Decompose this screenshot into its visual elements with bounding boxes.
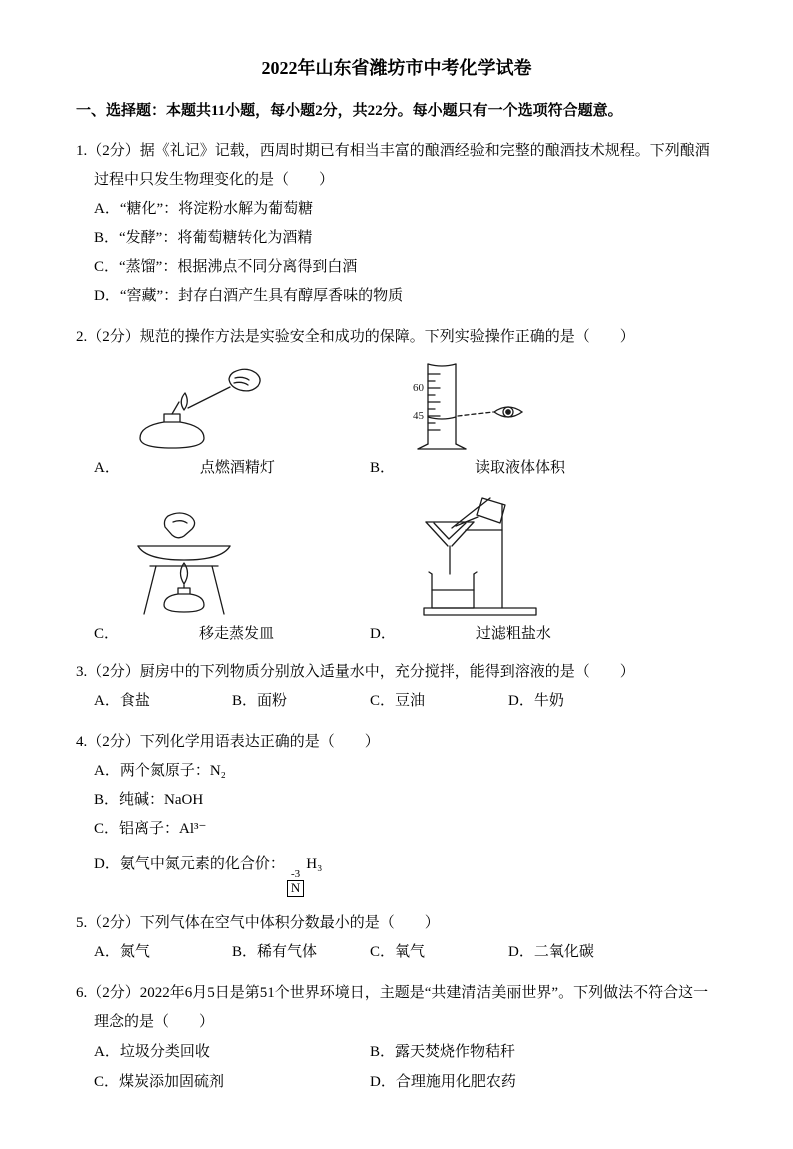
question-6-option-b: B．露天焚烧作物秸秆 xyxy=(370,1043,516,1060)
figure-c-caption-row xyxy=(94,622,370,646)
figure-b-caption: 读取液体体积 xyxy=(475,459,566,476)
hand-icon xyxy=(164,513,194,538)
figure-d-caption: 过滤粗盐水 xyxy=(475,625,551,642)
figure-a xyxy=(94,360,370,480)
question-4-stem: 4.（2分）下列化学用语表达正确的是（ ） xyxy=(76,733,380,750)
valence-notation xyxy=(287,868,304,897)
receiving-beaker xyxy=(432,574,474,608)
flame-icon xyxy=(181,393,187,410)
question-4-option-d xyxy=(94,844,717,897)
question-1-options xyxy=(94,195,717,311)
element-symbol-box: N xyxy=(287,880,304,897)
question-4-option-a: A．两个氮原子：N₂ xyxy=(94,762,226,779)
question-4-option-c: C．铝离子：Al³⁻ xyxy=(94,820,207,837)
option-label-b: B． xyxy=(370,459,396,476)
question-6 xyxy=(76,979,717,1097)
question-5-stem: 5.（2分）下列气体在空气中体积分数最小的是（ ） xyxy=(76,914,440,931)
match-stick xyxy=(188,387,230,408)
evaporating-dish-figure xyxy=(122,510,247,618)
alcohol-lamp-lighting-figure xyxy=(122,366,272,452)
question-1-option-a: A．“糖化”：将淀粉水解为葡萄糖 xyxy=(94,200,314,217)
question-2-figure-grid xyxy=(94,360,717,646)
figure-b-caption-row xyxy=(370,456,717,480)
option-d-prefix: D．氨气中氮元素的化合价： xyxy=(94,855,285,872)
hand-icon xyxy=(229,369,260,391)
sight-line xyxy=(458,412,493,416)
question-6-option-c: C．煤炭添加固硫剂 xyxy=(94,1073,225,1090)
figure-a-caption-row xyxy=(94,456,370,480)
figure-c-caption: 移走蒸发皿 xyxy=(199,625,275,642)
question-4-options xyxy=(94,757,717,897)
figure-d-caption-row xyxy=(370,622,717,646)
question-3-option-c: C．豆油 xyxy=(370,692,426,709)
question-6-stem: 6.（2分）2022年6月5日是第51个世界环境日，主题是“共建清洁美丽世界”。下列做法不符合这一理念的是（ ） xyxy=(76,984,709,1030)
question-6-option-a: A．垃圾分类回收 xyxy=(94,1043,210,1060)
valence-number: -3 xyxy=(290,867,301,880)
formula-suffix: H₃ xyxy=(306,855,323,872)
scale-label-60: 60 xyxy=(413,381,424,394)
filtration-setup-figure xyxy=(398,496,548,618)
question-5 xyxy=(76,909,717,967)
question-6-option-d: D．合理施用化肥农药 xyxy=(370,1073,516,1090)
question-3-option-d: D．牛奶 xyxy=(508,692,564,709)
glass-rod xyxy=(452,498,490,528)
question-2 xyxy=(76,323,717,646)
question-1-option-c: C．“蒸馏”：根据沸点不同分离得到白酒 xyxy=(94,258,358,275)
question-3-option-a: A．食盐 xyxy=(94,692,150,709)
evaporating-dish xyxy=(138,546,230,560)
liquid-meniscus xyxy=(428,417,456,419)
stand-base xyxy=(424,608,536,615)
question-5-option-b: B．稀有气体 xyxy=(232,943,318,960)
question-1-option-b: B．“发酵”：将葡萄糖转化为酒精 xyxy=(94,229,313,246)
question-5-option-c: C．氧气 xyxy=(370,943,426,960)
section-header: 一、选择题：本题共11小题，每小题2分，共22分。每小题只有一个选项符合题意。 xyxy=(76,103,623,120)
question-4-option-b: B．纯碱：NaOH xyxy=(94,791,204,808)
question-1-stem: 1.（2分）据《礼记》记载，西周时期已有相当丰富的酿酒经验和完整的酿酒技术规程。下列酿酒过程中只发生物理变化的是（ ） xyxy=(76,142,710,188)
question-4 xyxy=(76,728,717,897)
figure-d xyxy=(370,496,717,646)
question-3-stem: 3.（2分）厨房中的下列物质分别放入适量水中，充分搅拌，能得到溶液的是（ ） xyxy=(76,663,635,680)
option-label-a: A． xyxy=(94,459,120,476)
figure-c xyxy=(94,496,370,646)
figure-a-caption: 点燃酒精灯 xyxy=(199,459,275,476)
option-label-d: D． xyxy=(370,625,396,642)
question-5-options xyxy=(94,938,717,967)
question-5-option-d: D．二氧化碳 xyxy=(508,943,594,960)
question-5-option-a: A．氮气 xyxy=(94,943,150,960)
pouring-beaker xyxy=(477,498,505,523)
question-3-options xyxy=(94,687,717,716)
figure-b xyxy=(370,360,717,480)
question-1-option-d: D．“窖藏”：封存白酒产生具有醇厚香味的物质 xyxy=(94,287,404,304)
question-6-options xyxy=(94,1037,717,1097)
graduated-cylinder-reading-figure xyxy=(398,360,548,452)
page-title: 2022年山东省潍坊市中考化学试卷 xyxy=(261,58,532,78)
scale-label-45: 45 xyxy=(413,409,424,422)
question-1 xyxy=(76,137,717,311)
option-label-c: C． xyxy=(94,625,120,642)
question-3 xyxy=(76,658,717,716)
question-2-stem: 2.（2分）规范的操作方法是实验安全和成功的保障。下列实验操作正确的是（ ） xyxy=(76,328,635,345)
question-3-option-b: B．面粉 xyxy=(232,692,288,709)
